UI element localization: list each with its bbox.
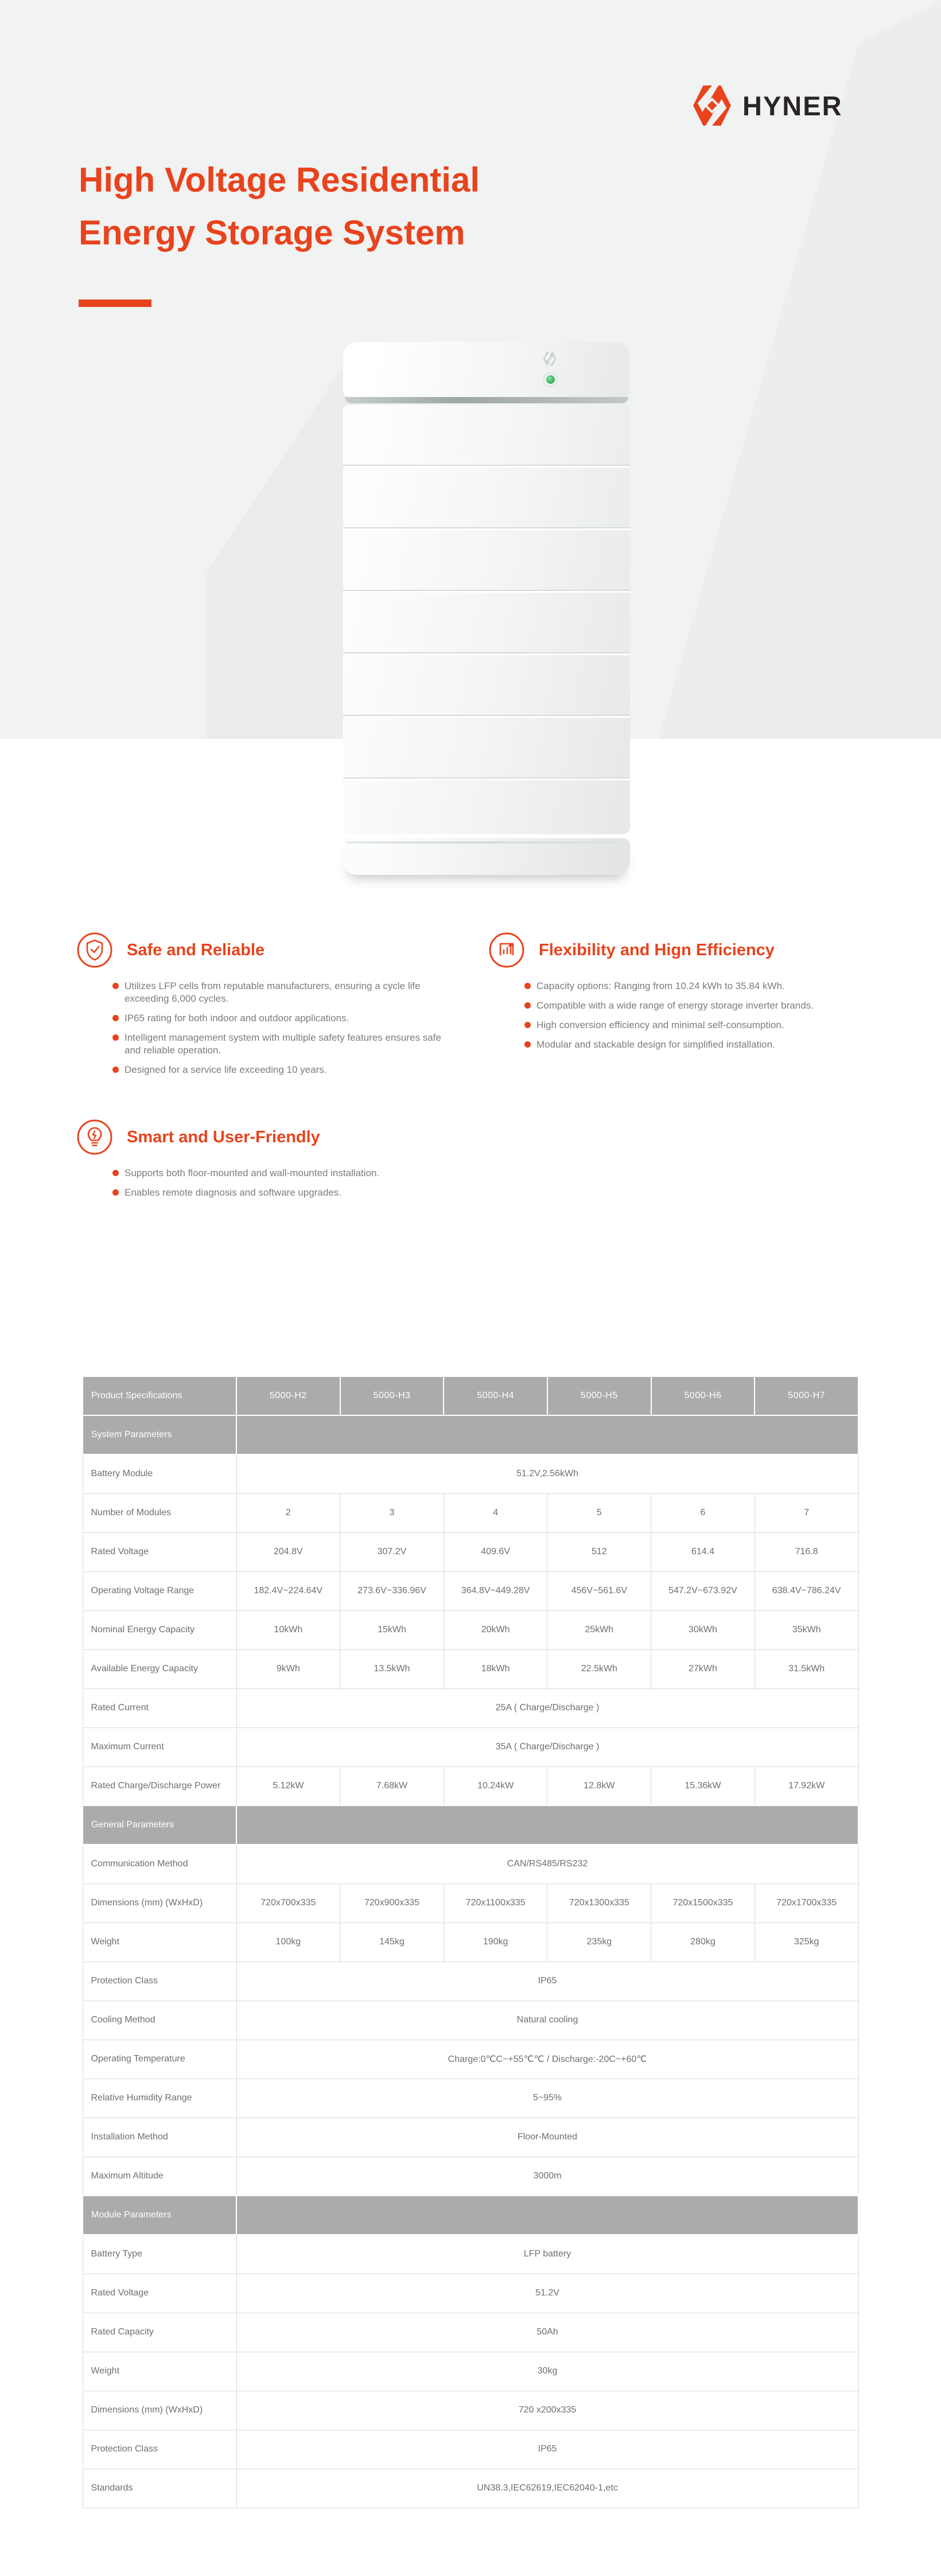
spec-value: 7: [755, 1493, 858, 1532]
spec-value: 50Ah: [236, 2313, 858, 2352]
spec-label: Weight: [83, 1923, 236, 1962]
product-head-unit: [343, 342, 630, 397]
spec-value: 100kg: [236, 1923, 340, 1962]
section-label: System Parameters: [83, 1415, 236, 1454]
table-section-row: [83, 2196, 858, 2235]
spec-label: Protection Class: [83, 2430, 236, 2469]
table-row: [83, 1649, 858, 1688]
spec-label: Rated Voltage: [83, 2274, 236, 2313]
table-row: [83, 2235, 858, 2274]
spec-value: 25kWh: [547, 1610, 651, 1649]
feature-flexibility-efficiency: [488, 932, 863, 1058]
spec-value: 7.68kW: [340, 1766, 444, 1805]
table-row: [83, 2118, 858, 2157]
feature-bullet: High conversion efficiency and minimal self-consumption.: [524, 1019, 863, 1032]
spec-value: 22.5kWh: [547, 1649, 651, 1688]
spec-value: 720x700x335: [236, 1884, 340, 1923]
monitor-chart-icon: [488, 932, 525, 968]
spec-value: 5: [547, 1493, 651, 1532]
feature-safe-and-reliable: [76, 932, 451, 1083]
section-filler: [236, 1415, 858, 1454]
feature-title: Safe and Reliable: [127, 940, 265, 959]
spec-label: Installation Method: [83, 2118, 236, 2157]
feature-bullet: Modular and stackable design for simplified installation.: [524, 1038, 863, 1051]
spec-value: LFP battery: [236, 2235, 858, 2274]
table-row: [83, 2430, 858, 2469]
table-row: [83, 1962, 858, 2001]
spec-label: Communication Method: [83, 1845, 236, 1884]
brand-header: [692, 84, 843, 127]
feature-bullet: Enables remote diagnosis and software upgrades.: [112, 1186, 451, 1199]
spec-value: 273.6V~336.96V: [340, 1571, 444, 1610]
table-row: [83, 2313, 858, 2352]
feature-bullet-list: [112, 980, 451, 1076]
table-header-label: Product Specifications: [83, 1376, 236, 1415]
spec-value: 720x1300x335: [547, 1884, 651, 1923]
spec-value: 13.5kWh: [340, 1649, 444, 1688]
spec-value: Floor-Mounted: [236, 2118, 858, 2157]
table-row: [83, 1571, 858, 1610]
feature-heading: [488, 932, 863, 968]
spec-label: Operating Temperature: [83, 2040, 236, 2079]
model-column-header: 5000-H6: [651, 1376, 755, 1415]
spec-value: UN38.3,IEC62619,IEC62040-1,etc: [236, 2469, 858, 2508]
status-led: [546, 375, 555, 384]
spec-value: 204.8V: [236, 1532, 340, 1571]
spec-label: Battery Type: [83, 2235, 236, 2274]
hyner-logo-icon: [692, 84, 732, 127]
feature-heading: [76, 932, 451, 968]
spec-value: 25A ( Charge/Discharge ): [236, 1688, 858, 1727]
spec-value: 4: [444, 1493, 547, 1532]
spec-value: 20kWh: [444, 1610, 547, 1649]
spec-label: Maximum Current: [83, 1727, 236, 1766]
spec-value: 512: [547, 1532, 651, 1571]
page-title-line1: High Voltage Residential: [79, 161, 480, 199]
spec-value: 5.12kW: [236, 1766, 340, 1805]
spec-value: 12.8kW: [547, 1766, 651, 1805]
spec-label: Standards: [83, 2469, 236, 2508]
spec-value: 3000m: [236, 2157, 858, 2196]
table-row: [83, 1493, 858, 1532]
spec-value: 9kWh: [236, 1649, 340, 1688]
feature-bullet: Compatible with a wide range of energy storage inverter brands.: [524, 999, 863, 1012]
table-row: [83, 2352, 858, 2391]
spec-value: 364.8V~449.28V: [444, 1571, 547, 1610]
feature-bullet: Capacity options: Ranging from 10.24 kWh to 35.84 kWh.: [524, 980, 863, 993]
brand-name: HYNER: [742, 90, 843, 121]
feature-bullet: Intelligent management system with multiple safety features ensures safe and reliable operation.: [112, 1032, 451, 1057]
spec-table-section: [82, 1376, 859, 2508]
spec-value: 10.24kW: [444, 1766, 547, 1805]
spec-label: Rated Current: [83, 1688, 236, 1727]
page-title-line2: Energy Storage System: [79, 213, 465, 252]
feature-bullet: Utilizes LFP cells from reputable manufacturers, ensuring a cycle life exceeding 6,000 cycles.: [112, 980, 451, 1005]
product-logo-mark-icon: [543, 351, 557, 366]
feature-heading: [76, 1119, 451, 1155]
spec-value: 30kg: [236, 2352, 858, 2391]
spec-value: 614.4: [651, 1532, 755, 1571]
spec-value: 325kg: [755, 1923, 858, 1962]
section-label: General Parameters: [83, 1805, 236, 1845]
spec-label: Dimensions (mm) (WxHxD): [83, 2391, 236, 2430]
spec-value: IP65: [236, 2430, 858, 2469]
spec-label: Rated Charge/Discharge Power: [83, 1766, 236, 1805]
table-row: [83, 1727, 858, 1766]
spec-value: 2: [236, 1493, 340, 1532]
spec-value: 235kg: [547, 1923, 651, 1962]
product-base: [343, 838, 630, 875]
spec-label: Weight: [83, 2352, 236, 2391]
spec-value: 182.4V~224.64V: [236, 1571, 340, 1610]
table-header-row: [83, 1376, 858, 1415]
table-row: [83, 2079, 858, 2118]
spec-value: 15kWh: [340, 1610, 444, 1649]
model-column-header: 5000-H7: [755, 1376, 858, 1415]
section-filler: [236, 2196, 858, 2235]
spec-value: 720x900x335: [340, 1884, 444, 1923]
table-row: [83, 2040, 858, 2079]
spec-value: 51.2V: [236, 2274, 858, 2313]
spec-value: 456V~561.6V: [547, 1571, 651, 1610]
spec-label: Cooling Method: [83, 2001, 236, 2040]
shield-check-icon: [76, 932, 113, 968]
spec-value: 280kg: [651, 1923, 755, 1962]
spec-value: 30kWh: [651, 1610, 755, 1649]
product-spec-table: [82, 1376, 859, 2508]
table-row: [83, 1766, 858, 1805]
model-column-header: 5000-H5: [547, 1376, 651, 1415]
spec-value: 51.2V,2.56kWh: [236, 1454, 858, 1493]
spec-label: Nominal Energy Capacity: [83, 1610, 236, 1649]
feature-title: Flexibility and Hign Efficiency: [539, 940, 775, 959]
lightbulb-icon: [76, 1119, 113, 1155]
spec-label: Number of Modules: [83, 1493, 236, 1532]
table-row: [83, 1610, 858, 1649]
model-column-header: 5000-H3: [340, 1376, 444, 1415]
spec-value: 547.2V~673.92V: [651, 1571, 755, 1610]
table-row: [83, 1923, 858, 1962]
table-row: [83, 2274, 858, 2313]
section-label: Module Parameters: [83, 2196, 236, 2235]
feature-bullet-list: [112, 1167, 451, 1199]
feature-bullet: Designed for a service life exceeding 10 years.: [112, 1064, 451, 1076]
hero-section: [0, 0, 941, 739]
table-row: [83, 2001, 858, 2040]
spec-label: Operating Voltage Range: [83, 1571, 236, 1610]
table-row: [83, 2391, 858, 2430]
spec-label: Battery Module: [83, 1454, 236, 1493]
model-column-header: 5000-H4: [444, 1376, 547, 1415]
spec-value: 190kg: [444, 1923, 547, 1962]
title-underline: [79, 299, 151, 307]
section-filler: [236, 1805, 858, 1845]
spec-value: 35kWh: [755, 1610, 858, 1649]
spec-value: 307.2V: [340, 1532, 444, 1571]
feature-smart-user-friendly: [76, 1119, 451, 1206]
feature-bullet-list: [524, 980, 863, 1051]
table-section-row: [83, 1415, 858, 1454]
table-row: [83, 1454, 858, 1493]
spec-value: 18kWh: [444, 1649, 547, 1688]
product-module-stack: [343, 405, 630, 834]
spec-value: IP65: [236, 1962, 858, 2001]
spec-value: 15.36kW: [651, 1766, 755, 1805]
hero-diagonal-shape-left: [207, 344, 357, 739]
spec-value: 720x1700x335: [755, 1884, 858, 1923]
spec-value: 720x1500x335: [651, 1884, 755, 1923]
spec-value: 31.5kWh: [755, 1649, 858, 1688]
spec-value: CAN/RS485/RS232: [236, 1845, 858, 1884]
table-row: [83, 1845, 858, 1884]
spec-label: Relative Humidity Range: [83, 2079, 236, 2118]
spec-value: 6: [651, 1493, 755, 1532]
spec-value: 5~95%: [236, 2079, 858, 2118]
page-title: [79, 154, 480, 259]
product-image: [343, 342, 630, 875]
spec-value: 27kWh: [651, 1649, 755, 1688]
feature-title: Smart and User-Friendly: [127, 1127, 320, 1146]
spec-value: 17.92kW: [755, 1766, 858, 1805]
spec-value: 35A ( Charge/Discharge ): [236, 1727, 858, 1766]
spec-value: 145kg: [340, 1923, 444, 1962]
spec-label: Rated Voltage: [83, 1532, 236, 1571]
table-row: [83, 2469, 858, 2508]
table-row: [83, 2157, 858, 2196]
model-column-header: 5000-H2: [236, 1376, 340, 1415]
spec-label: Available Energy Capacity: [83, 1649, 236, 1688]
spec-value: 3: [340, 1493, 444, 1532]
feature-bullet: Supports both floor-mounted and wall-mounted installation.: [112, 1167, 451, 1180]
spec-value: Natural cooling: [236, 2001, 858, 2040]
spec-label: Dimensions (mm) (WxHxD): [83, 1884, 236, 1923]
spec-value: 409.6V: [444, 1532, 547, 1571]
spec-label: Protection Class: [83, 1962, 236, 2001]
table-row: [83, 1532, 858, 1571]
spec-value: 638.4V~786.24V: [755, 1571, 858, 1610]
spec-value: 720 x200x335: [236, 2391, 858, 2430]
spec-value: Charge:0℃C~+55℃℃ / Discharge:-20C~+60℃: [236, 2040, 858, 2079]
table-section-row: [83, 1805, 858, 1845]
spec-label: Maximum Altitude: [83, 2157, 236, 2196]
spec-label: Rated Capacity: [83, 2313, 236, 2352]
spec-value: 716.8: [755, 1532, 858, 1571]
features-section: [0, 895, 941, 1331]
table-row: [83, 1884, 858, 1923]
spec-value: 10kWh: [236, 1610, 340, 1649]
spec-value: 720x1100x335: [444, 1884, 547, 1923]
table-row: [83, 1688, 858, 1727]
feature-bullet: IP65 rating for both indoor and outdoor applications.: [112, 1012, 451, 1025]
